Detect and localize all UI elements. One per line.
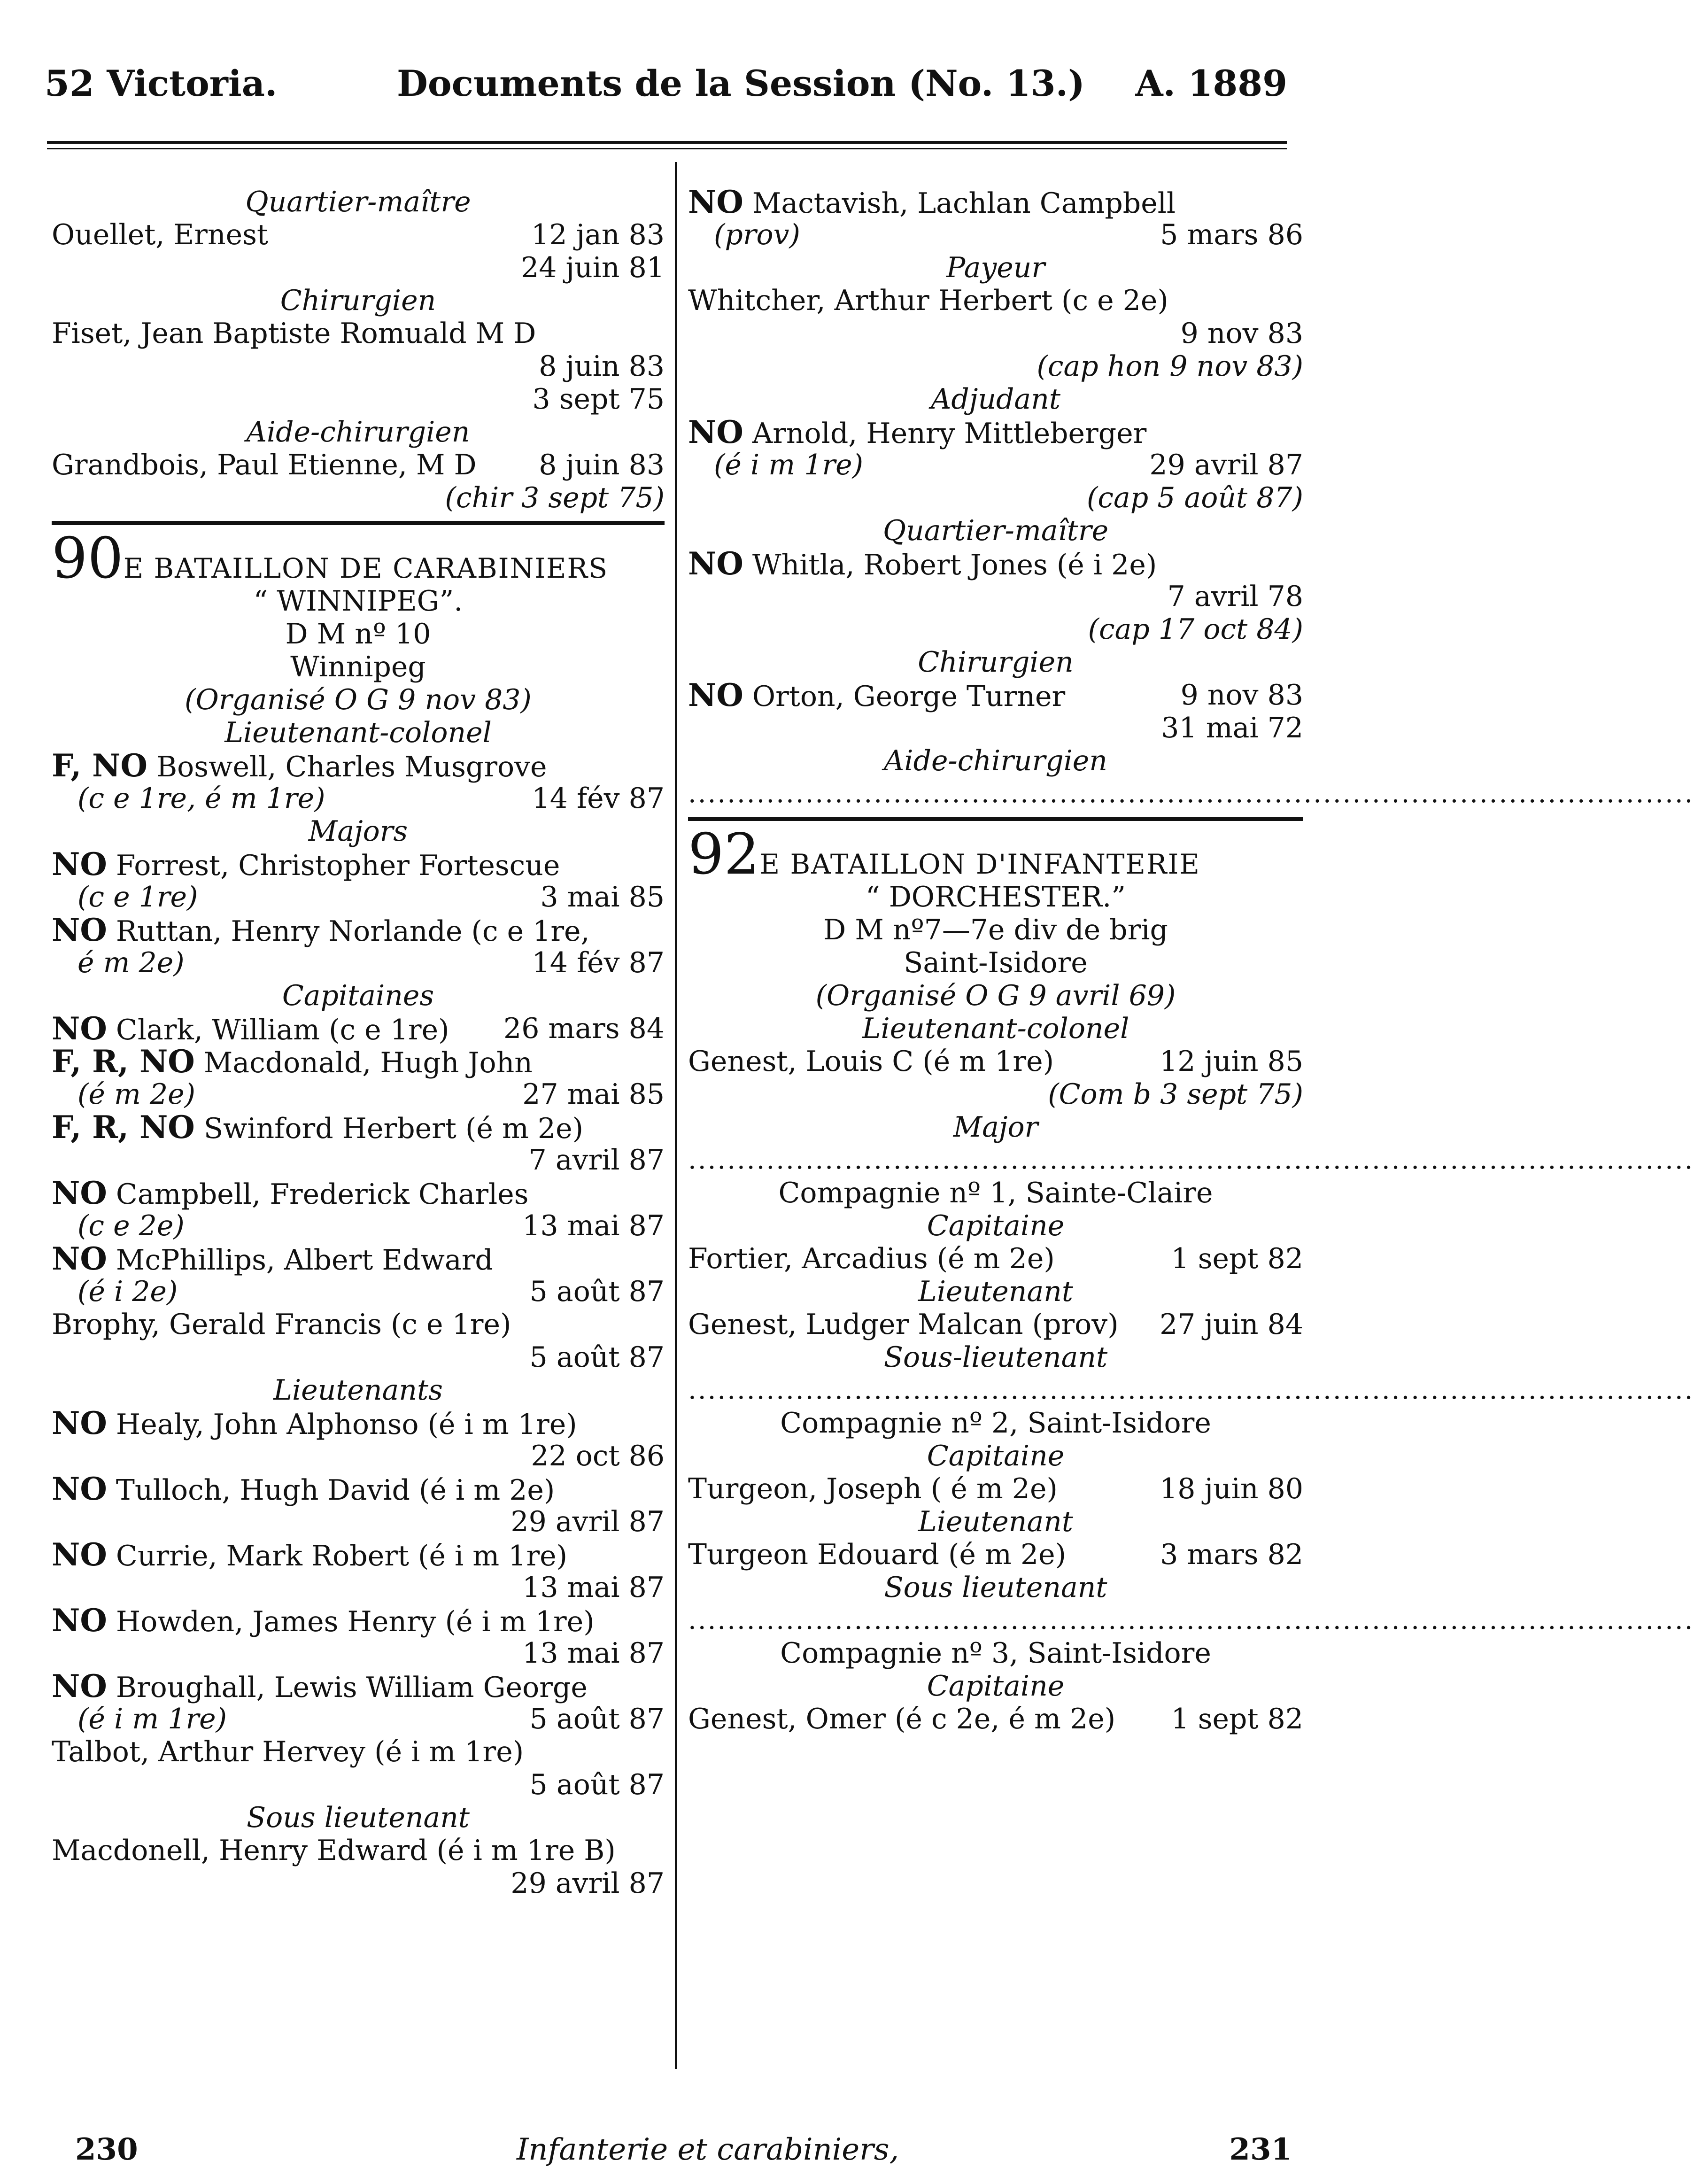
section-title: Lieutenant bbox=[918, 1505, 1073, 1538]
battalion-heading bbox=[688, 822, 1303, 887]
entry-line: Brophy, Gerald Francis (c e 1re) bbox=[52, 1308, 511, 1341]
entry-line: Genest, Ludger Malcan (prov) 27 juin 84 bbox=[688, 1308, 1303, 1341]
entry-line: NO Whitla, Robert Jones (é i 2e) bbox=[688, 545, 1157, 582]
battalion-number: 90 bbox=[52, 526, 124, 591]
entry-line: Fortier, Arcadius (é m 2e) 1 sept 82 bbox=[688, 1242, 1303, 1275]
column-divider bbox=[675, 162, 677, 2069]
entry-line: Talbot, Arthur Hervey (é i m 1re) bbox=[52, 1735, 524, 1768]
entry-line: NO McPhillips, Albert Edward bbox=[52, 1240, 493, 1277]
battalion-subtitle: “ WINNIPEG”. bbox=[253, 585, 463, 618]
entry-line: 24 juin 81 bbox=[521, 251, 665, 284]
entry-line: (cap 5 août 87) bbox=[1087, 481, 1303, 514]
section-separator bbox=[688, 810, 1303, 829]
entry-line: NO Ruttan, Henry Norlande (c e 1re, bbox=[52, 912, 590, 948]
entry-line: Ouellet, Ernest 12 jan 83 bbox=[52, 218, 665, 251]
entry-line: Turgeon, Joseph ( é m 2e) 18 juin 80 bbox=[688, 1472, 1303, 1505]
entry-line: 7 avril 87 bbox=[528, 1144, 665, 1177]
organised-line: (Organisé O G 9 avril 69) bbox=[815, 979, 1176, 1012]
entry-line: 5 août 87 bbox=[529, 1341, 665, 1374]
section-title: Capitaine bbox=[927, 1670, 1065, 1703]
header-rule-top bbox=[47, 141, 1287, 144]
city-line: Saint-Isidore bbox=[904, 946, 1088, 979]
entry-line: Macdonell, Henry Edward (é i m 1re B) bbox=[52, 1834, 616, 1867]
entry-line: 13 mai 87 bbox=[522, 1637, 665, 1670]
entry-line: NO Tulloch, Hugh David (é i m 2e) bbox=[52, 1471, 555, 1507]
header-year: A. 1889 bbox=[1135, 62, 1287, 104]
section-title: Lieutenants bbox=[273, 1374, 443, 1407]
section-title: Major bbox=[953, 1111, 1038, 1144]
dotted-leader: ....................................................................................................... bbox=[688, 1605, 1694, 1635]
entry-line: (chir 3 sept 75) bbox=[445, 481, 665, 514]
section-title: Lieutenant-colonel bbox=[224, 716, 492, 749]
entry-line: F, NO Boswell, Charles Musgrove bbox=[52, 747, 547, 784]
section-title: Lieutenant bbox=[918, 1275, 1073, 1308]
header-rule-bottom bbox=[47, 148, 1287, 149]
section-title: Quartier-maître bbox=[882, 514, 1109, 547]
entry-line: NO Campbell, Frederick Charles bbox=[52, 1175, 529, 1211]
battalion-name: E BATAILLON D'INFANTERIE bbox=[759, 848, 1200, 880]
entry-line: Fiset, Jean Baptiste Romuald M D bbox=[52, 317, 536, 350]
page-number-left: 230 bbox=[75, 2132, 138, 2167]
section-title: Sous-lieutenant bbox=[883, 1341, 1108, 1374]
entry-line: (cap 17 oct 84) bbox=[1088, 613, 1303, 646]
section-separator bbox=[52, 514, 665, 533]
left-column bbox=[52, 186, 665, 1900]
entry-line: Grandbois, Paul Etienne, M D 8 juin 83 bbox=[52, 449, 665, 481]
dotted-leader: ....................................................................................................... bbox=[688, 778, 1694, 809]
entry-line: 29 avril 87 bbox=[511, 1867, 665, 1900]
entry-line: NO Howden, James Henry (é i m 1re) bbox=[52, 1602, 595, 1639]
section-title: Capitaine bbox=[927, 1440, 1065, 1472]
entry-line: (é m 2e) 27 mai 85 bbox=[77, 1078, 665, 1111]
entry-line: 31 mai 72 bbox=[1161, 712, 1303, 744]
entry-line: é m 2e) 14 fév 87 bbox=[77, 946, 665, 979]
company-heading: Compagnie nº 2, Saint-Isidore bbox=[780, 1407, 1211, 1440]
entry-line: 9 nov 83 bbox=[1180, 317, 1303, 350]
district-line: D M nº 10 bbox=[285, 618, 431, 651]
header-left: 52 Victoria. bbox=[45, 62, 278, 104]
entry-line: (é i m 1re) 5 août 87 bbox=[77, 1703, 665, 1735]
company-heading: Compagnie nº 3, Saint-Isidore bbox=[780, 1637, 1211, 1670]
organised-line: (Organisé O G 9 nov 83) bbox=[185, 683, 532, 716]
section-title: Capitaines bbox=[282, 979, 434, 1012]
dotted-leader: ....................................................................................................... bbox=[688, 1375, 1694, 1405]
entry-line: NO Forrest, Christopher Fortescue bbox=[52, 846, 560, 883]
entry-line: Genest, Louis C (é m 1re) 12 juin 85 bbox=[688, 1045, 1303, 1078]
entry-line: 8 juin 83 bbox=[539, 350, 665, 383]
battalion-name: E BATAILLON DE CARABINIERS bbox=[123, 552, 608, 584]
page-number-right: 231 bbox=[1229, 2132, 1292, 2167]
entry-line: 22 oct 86 bbox=[531, 1440, 665, 1472]
entry-line: NO Clark, William (c e 1re) 26 mars 84 bbox=[52, 1010, 665, 1047]
entry-line: NO Broughall, Lewis William George bbox=[52, 1668, 588, 1704]
header-title: Documents de la Session (No. 13.) bbox=[397, 62, 1085, 104]
entry-line: (é i 2e) 5 août 87 bbox=[77, 1275, 665, 1308]
entry-line: 5 août 87 bbox=[529, 1768, 665, 1801]
section-title: Aide-chirurgien bbox=[884, 744, 1107, 777]
city-line: Winnipeg bbox=[290, 651, 426, 683]
section-title: Payeur bbox=[946, 251, 1045, 284]
entry-line: (c e 1re) 3 mai 85 bbox=[77, 881, 665, 914]
section-title: Sous lieutenant bbox=[246, 1801, 470, 1834]
entry-line: NO Healy, John Alphonso (é i m 1re) bbox=[52, 1405, 577, 1441]
entry-line: (c e 2e) 13 mai 87 bbox=[77, 1209, 665, 1242]
entry-line: (prov) 5 mars 86 bbox=[714, 218, 1303, 251]
battalion-heading bbox=[52, 526, 665, 591]
battalion-number: 92 bbox=[688, 822, 760, 887]
section-title: Chirurgien bbox=[280, 284, 436, 317]
district-line: D M nº7—7e div de brig bbox=[823, 914, 1168, 946]
entry-line: 7 avril 78 bbox=[1167, 580, 1303, 613]
entry-line: 13 mai 87 bbox=[522, 1571, 665, 1604]
right-column bbox=[688, 184, 1694, 1735]
entry-line: F, R, NO Macdonald, Hugh John bbox=[52, 1043, 533, 1080]
entry-line: (é i m 1re) 29 avril 87 bbox=[714, 449, 1303, 481]
entry-line: NO Orton, George Turner 9 nov 83 bbox=[688, 677, 1303, 713]
entry-line: Genest, Omer (é c 2e, é m 2e) 1 sept 82 bbox=[688, 1703, 1303, 1735]
entry-line: Turgeon Edouard (é m 2e) 3 mars 82 bbox=[688, 1538, 1303, 1571]
entry-line: (c e 1re, é m 1re) 14 fév 87 bbox=[77, 782, 665, 815]
entry-line: 3 sept 75 bbox=[532, 383, 665, 416]
section-title: Adjudant bbox=[931, 383, 1060, 416]
section-title: Majors bbox=[308, 815, 408, 848]
section-title: Chirurgien bbox=[918, 646, 1074, 679]
section-title: Aide-chirurgien bbox=[246, 416, 470, 449]
entry-line: NO Currie, Mark Robert (é i m 1re) bbox=[52, 1536, 568, 1573]
entry-line: NO Mactavish, Lachlan Campbell bbox=[688, 184, 1176, 220]
entry-line: (cap hon 9 nov 83) bbox=[1037, 350, 1303, 383]
entry-line: Whitcher, Arthur Herbert (c e 2e) bbox=[688, 284, 1168, 317]
dotted-leader: ....................................................................................................... bbox=[688, 1145, 1694, 1175]
entry-line: F, R, NO Swinford Herbert (é m 2e) bbox=[52, 1109, 584, 1146]
entry-line: (Com b 3 sept 75) bbox=[1048, 1078, 1303, 1111]
battalion-subtitle: “ DORCHESTER.” bbox=[865, 881, 1126, 914]
section-title: Quartier-maître bbox=[245, 186, 471, 218]
footer-title: Infanterie et carabiniers, bbox=[517, 2132, 899, 2167]
entry-line: 29 avril 87 bbox=[511, 1505, 665, 1538]
section-title: Sous lieutenant bbox=[884, 1571, 1107, 1604]
section-title: Lieutenant-colonel bbox=[862, 1012, 1129, 1045]
section-title: Capitaine bbox=[927, 1209, 1065, 1242]
company-heading: Compagnie nº 1, Sainte-Claire bbox=[778, 1177, 1213, 1209]
entry-line: NO Arnold, Henry Mittleberger bbox=[688, 414, 1147, 450]
